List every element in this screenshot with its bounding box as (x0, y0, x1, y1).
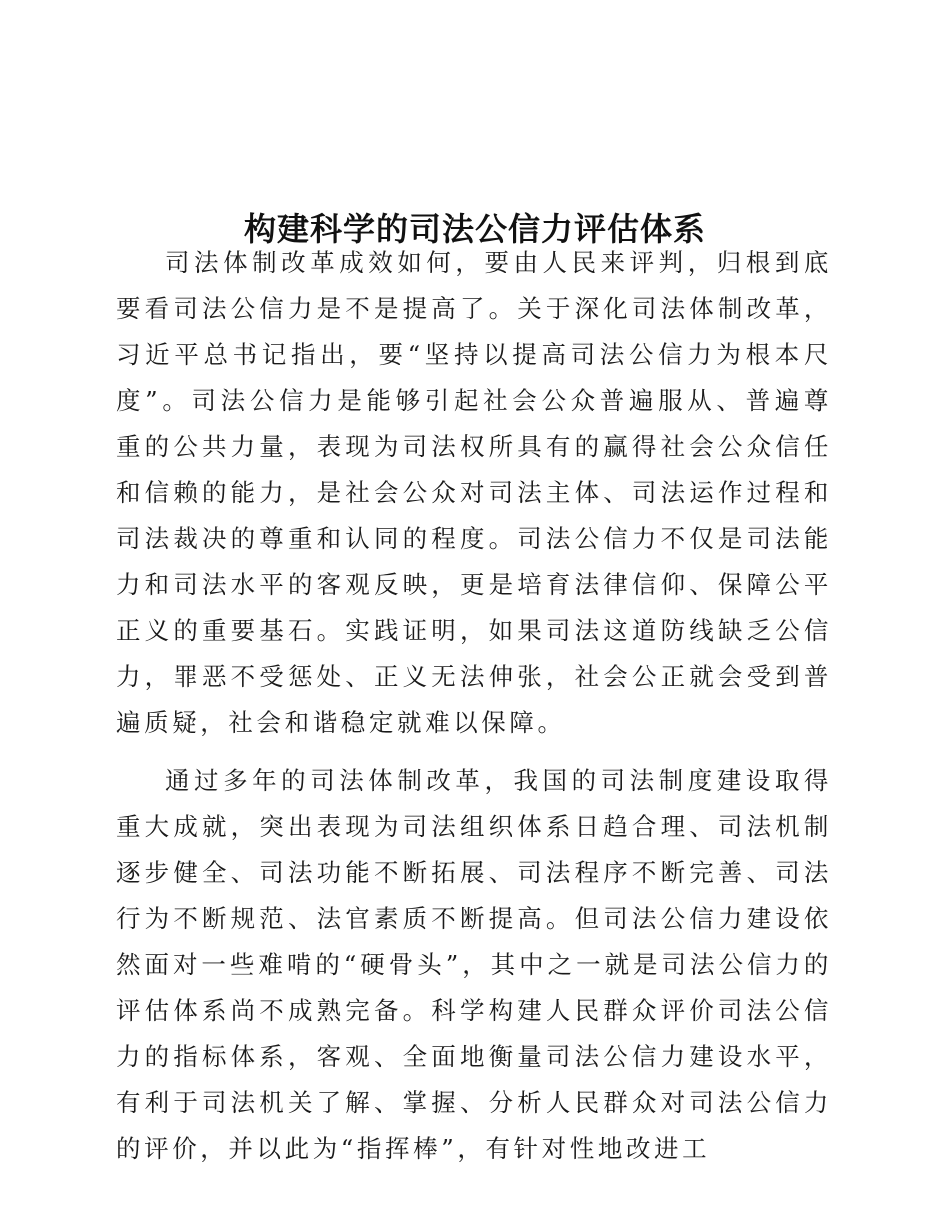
document-body (116, 240, 832, 1184)
document-title: 构建科学的司法公信力评估体系 (243, 210, 706, 249)
paragraph-2: 通过多年的司法体制改革，我国的司法制度建设取得重大成就，突出表现为司法组织体系日趋合理、司法机制逐步健全、司法功能不断拓展、司法程序不断完善、司法行为不断规范、法官素质不断提高。但司法公信力建设依然面对一些难啃的“硬骨头”，其中之一就是司法公信力的评估体系尚不成熟完备。科学构建人民群众评价司法公信力的指标体系，客观、全面地衡量司法公信力建设水平，有利于司法机关了解、掌握、分析人民群众对司法公信力的评价，并以此为“指挥棒”，有针对性地改进工 (116, 766, 832, 1163)
paragraph-1: 司法体制改革成效如何，要由人民来评判，归根到底要看司法公信力是不是提高了。关于深化司法体制改革，习近平总书记指出，要“坚持以提高司法公信力为根本尺度”。司法公信力是能够引起社会公众普遍服从、普遍尊重的公共力量，表现为司法权所具有的赢得社会公众信任和信赖的能力，是社会公众对司法主体、司法运作过程和司法裁决的尊重和认同的程度。司法公信力不仅是司法能力和司法水平的客观反映，更是培育法律信仰、保障公平正义的重要基石。实践证明，如果司法这道防线缺乏公信力，罪恶不受惩处、正义无法伸张，社会公正就会受到普遍质疑，社会和谐稳定就难以保障。 (116, 248, 832, 737)
